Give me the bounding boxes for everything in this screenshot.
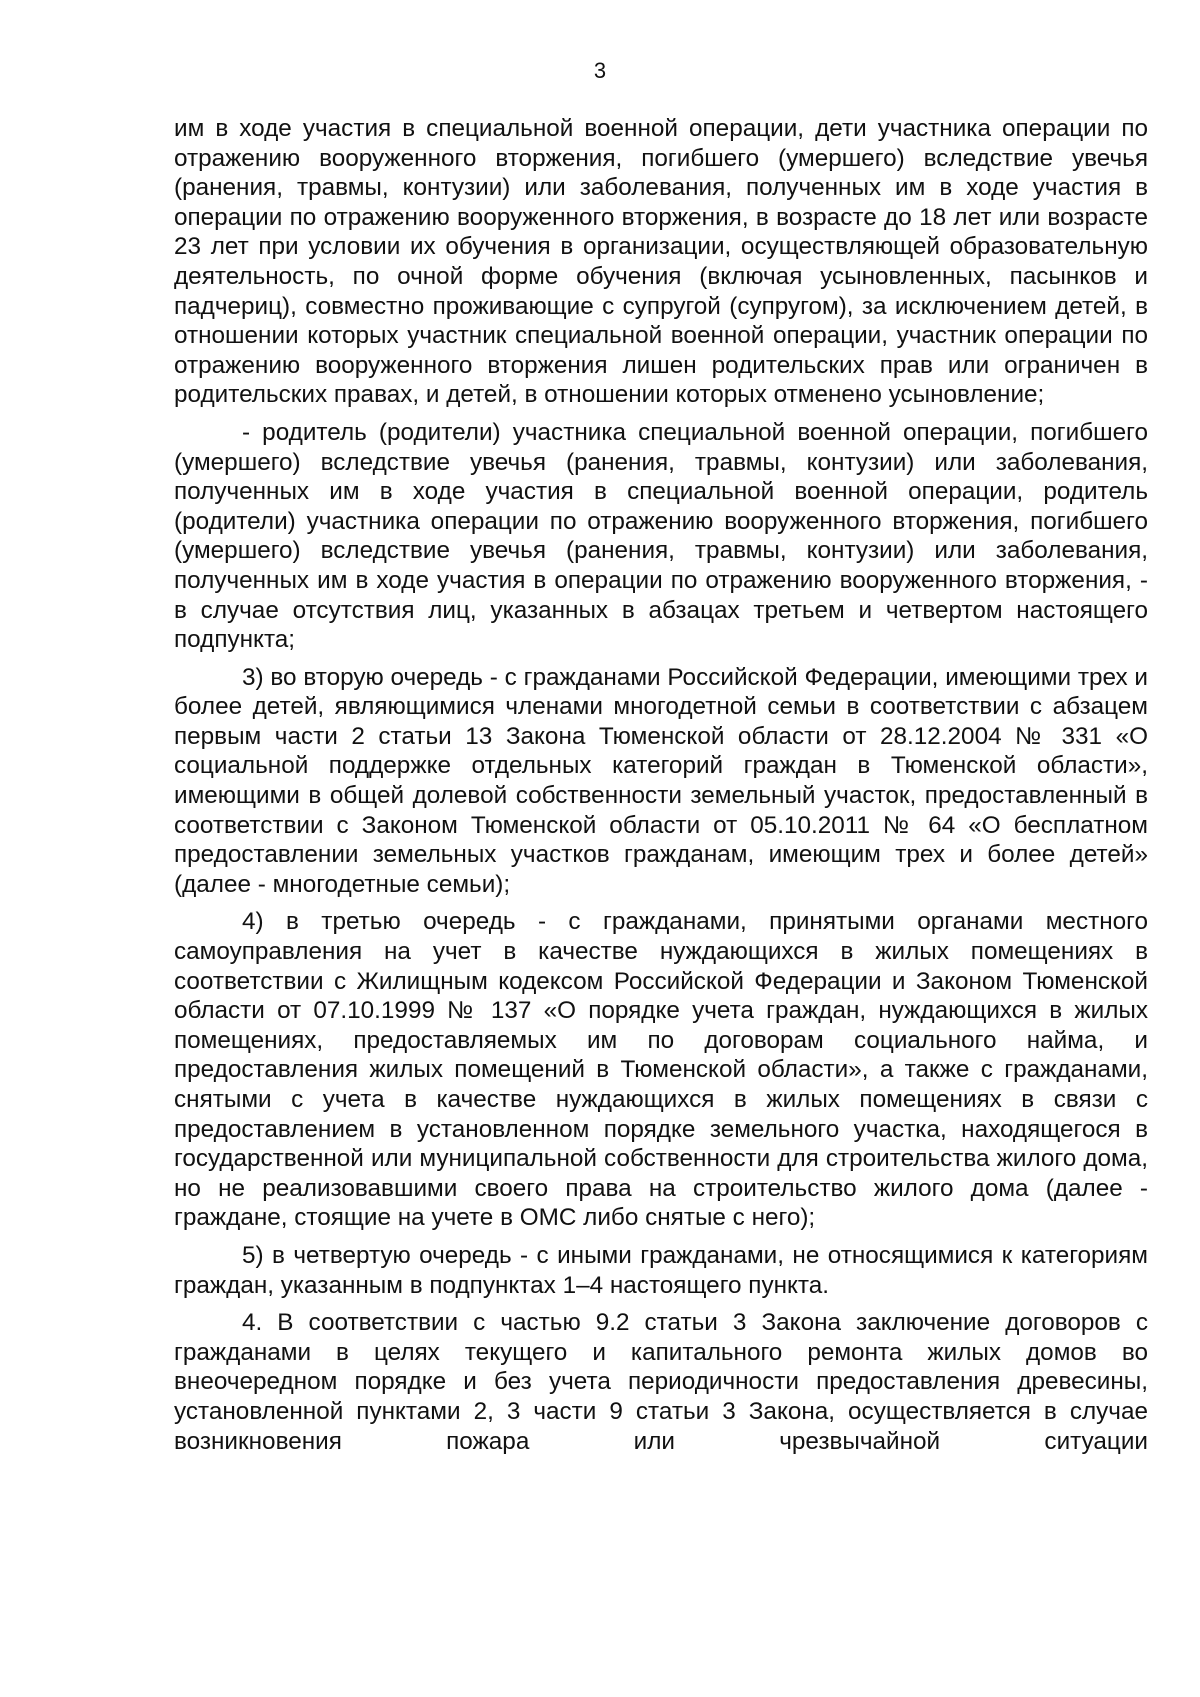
paragraph-clause-4: 4. В соответствии с частью 9.2 статьи 3 Закона заключение договоров с гражданами в целях текущего и капитального ремонта жилых домов во внеочередном порядке и без учета периодичности предоставления древесины, установленной пунктами 2, 3 части 9 статьи 3 Закона, осуществляется в случае возникновения пожара или чрезвычайной ситуации [174, 1309, 1148, 1455]
paragraph-item-3: 3) во вторую очередь - с гражданами Российской Федерации, имеющими трех и более детей, являющимися членами многодетной семьи в соответствии с абзацем первым части 2 статьи 13 Закона Тюменской области от 28.12.2004 № 331 «О социальной поддержке отдельных категорий граждан в Тюменской области», имеющими в общей долевой собственности земельный участок, предоставленный в соответствии с Законом Тюменской области от 05.10.2011 № 64 «О бесплатном предоставлении земельных участков гражданам, имеющим трех и более детей» (далее - многодетные семьи); [174, 663, 1148, 898]
page-number: 3 [593, 58, 607, 83]
paragraph-item-5: 5) в четвертую очередь - с иными гражданами, не относящимися к категориям граждан, указанным в подпунктах 1–4 настоящего пункта. [174, 1241, 1148, 1299]
paragraph-item-4: 4) в третью очередь - с гражданами, принятыми органами местного самоуправления на учет в качестве нуждающихся в жилых помещениях в соответствии с Жилищным кодексом Российской Федерации и Законом Тюменской области от 07.10.1999 № 137 «О порядке учета граждан, нуждающихся в жилых помещениях, предоставляемых им по договорам социального найма, и предоставления жилых помещений в Тюменской области», а также с гражданами, снятыми с учета в качестве нуждающихся в жилых помещениях в связи с предоставлением в установленном порядке земельного участка, находящегося в государственной или муниципальной собственности для строительства жилого дома, но не реализовавшими своего права на строительство жилого дома (далее - граждане, стоящие на учете в ОМС либо снятые с него); [174, 908, 1148, 1232]
paragraph-continuation: им в ходе участия в специальной военной операции, дети участника операции по отражению вооруженного вторжения, погибшего (умершего) вследствие увечья (ранения, травмы, контузии) или заболевания, полученных им в ходе участия в операции по отражению вооруженного вторжения, в возрасте до 18 лет или возрасте 23 лет при условии их обучения в организации, осуществляющей образовательную деятельность, по очной форме обучения (включая усыновленных, пасынков и падчериц), совместно проживающие с супругой (супругом), за исключением детей, в отношении которых участник специальной военной операции, участник операции по отражению вооруженного вторжения лишен родительских прав или ограничен в родительских правах, и детей, в отношении которых отменено усыновление; [174, 115, 1148, 409]
document-body [174, 114, 1148, 1456]
paragraph-parents: - родитель (родители) участника специальной военной операции, погибшего (умершего) вследствие увечья (ранения, травмы, контузии) или заболевания, полученных им в ходе участия в специальной военной операции, родитель (родители) участника операции по отражению вооруженного вторжения, погибшего (умершего) вследствие увечья (ранения, травмы, контузии) или заболевания, полученных им в ходе участия в операции по отражению вооруженного вторжения, - в случае отсутствия лиц, указанных в абзацах третьем и четвертом настоящего подпункта; [174, 418, 1148, 654]
